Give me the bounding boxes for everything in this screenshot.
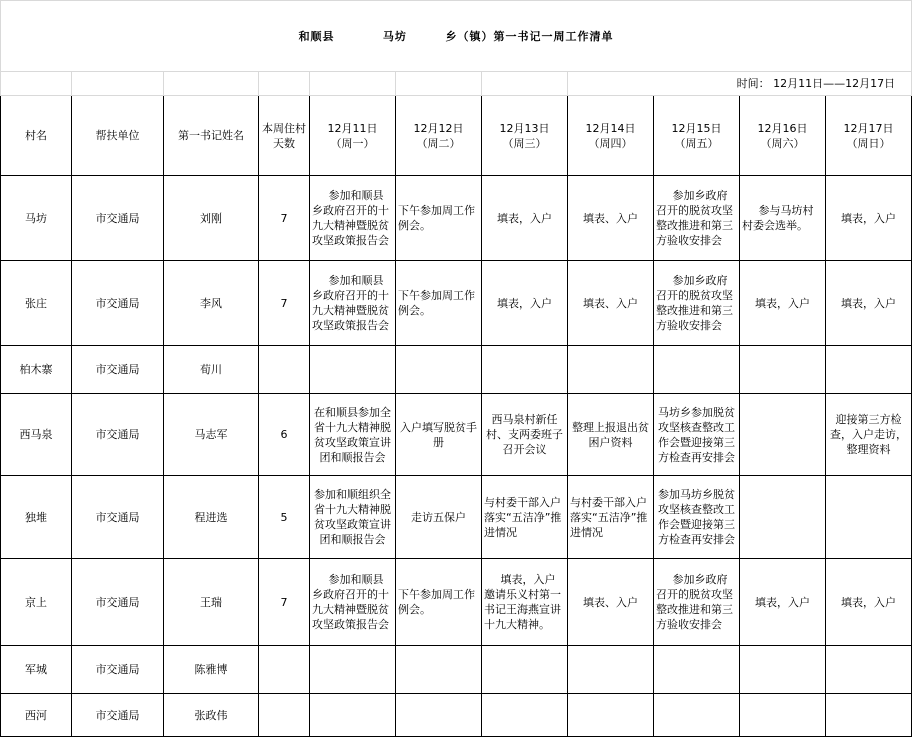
day-5-cell: 参加马坊乡脱贫攻坚核查整改工作会暨迎接第三方检查再安排会 xyxy=(654,476,740,559)
header-day-5-date: 12月15日 xyxy=(671,121,722,135)
village-cell: 独堆 xyxy=(1,476,72,559)
day-2-cell xyxy=(396,646,482,694)
header-day-4-week: （周四） xyxy=(588,136,633,150)
day-1-cell xyxy=(310,694,396,737)
day-1-cell: 参加和顺县乡政府召开的十九大精神暨脱贫攻坚政策报告会 xyxy=(310,176,396,261)
day-6-cell xyxy=(740,646,826,694)
unit-cell: 市交通局 xyxy=(72,394,164,476)
header-row xyxy=(1,96,912,176)
unit-cell: 市交通局 xyxy=(72,346,164,394)
day-5-cell: 参加乡政府召开的脱贫攻坚整改推进和第三方验收安排会 xyxy=(654,559,740,646)
day-5-cell: 马坊乡参加脱贫攻坚核查整改工作会暨迎接第三方检查再安排会 xyxy=(654,394,740,476)
header-day-3-week: （周三） xyxy=(502,136,547,150)
days-cell: 7 xyxy=(259,176,310,261)
day-5-cell xyxy=(654,694,740,737)
day-3-cell xyxy=(482,694,568,737)
secretary-cell: 刘刚 xyxy=(164,176,259,261)
village-cell: 京上 xyxy=(1,559,72,646)
days-cell xyxy=(259,346,310,394)
header-secretary: 第一书记姓名 xyxy=(164,96,259,176)
secretary-cell: 马志军 xyxy=(164,394,259,476)
day-6-cell xyxy=(740,394,826,476)
days-cell xyxy=(259,694,310,737)
day-3-cell: 与村委干部入户落实“五洁净”推进情况 xyxy=(482,476,568,559)
day-5-cell: 参加乡政府召开的脱贫攻坚整改推进和第三方验收安排会 xyxy=(654,176,740,261)
day-6-cell xyxy=(740,346,826,394)
header-day-2-week: （周二） xyxy=(416,136,461,150)
day-2-cell: 入户填写脱贫手册 xyxy=(396,394,482,476)
secretary-cell: 李风 xyxy=(164,261,259,346)
day-4-cell xyxy=(568,346,654,394)
unit-cell: 市交通局 xyxy=(72,694,164,737)
table-row xyxy=(1,646,912,694)
day-1-cell xyxy=(310,646,396,694)
unit-cell: 市交通局 xyxy=(72,559,164,646)
day-5-cell: 参加乡政府召开的脱贫攻坚整改推进和第三方验收安排会 xyxy=(654,261,740,346)
unit-cell: 市交通局 xyxy=(72,176,164,261)
day-1-cell: 在和顺县参加全省十九大精神脱贫攻坚政策宣讲团和顺报告会 xyxy=(310,394,396,476)
day-1-cell xyxy=(310,346,396,394)
day-3-cell: 填表，入户 xyxy=(482,176,568,261)
day-7-cell xyxy=(826,346,912,394)
village-cell: 西河 xyxy=(1,694,72,737)
day-4-cell: 填表、入户 xyxy=(568,261,654,346)
unit-cell: 市交通局 xyxy=(72,476,164,559)
day-3-cell xyxy=(482,646,568,694)
header-days: 本周住村天数 xyxy=(259,96,310,176)
header-unit: 帮扶单位 xyxy=(72,96,164,176)
day-2-cell xyxy=(396,346,482,394)
days-cell: 5 xyxy=(259,476,310,559)
day-7-cell xyxy=(826,476,912,559)
day-1-cell: 参加和顺县乡政府召开的十九大精神暨脱贫攻坚政策报告会 xyxy=(310,559,396,646)
day-7-cell: 填表，入户 xyxy=(826,261,912,346)
day-3-cell xyxy=(482,346,568,394)
day-7-cell: 填表，入户 xyxy=(826,559,912,646)
day-6-cell xyxy=(740,694,826,737)
table-row xyxy=(1,346,912,394)
period-row xyxy=(1,72,912,96)
day-7-cell xyxy=(826,694,912,737)
header-day-7-date: 12月17日 xyxy=(843,121,894,135)
header-day-7 xyxy=(826,96,912,176)
days-cell xyxy=(259,646,310,694)
header-day-1-date: 12月11日 xyxy=(327,121,378,135)
header-day-3 xyxy=(482,96,568,176)
days-cell: 7 xyxy=(259,559,310,646)
secretary-cell: 陈雅博 xyxy=(164,646,259,694)
header-day-2 xyxy=(396,96,482,176)
header-day-4 xyxy=(568,96,654,176)
header-day-6 xyxy=(740,96,826,176)
header-day-7-week: （周日） xyxy=(846,136,891,150)
day-4-cell: 填表、入户 xyxy=(568,559,654,646)
day-4-cell: 整理上报退出贫困户资料 xyxy=(568,394,654,476)
table-row xyxy=(1,176,912,261)
day-2-cell: 下午参加周工作例会。 xyxy=(396,261,482,346)
day-3-cell: 填表，入户邀请乐义村第一书记王海燕宣讲十九大精神。 xyxy=(482,559,568,646)
day-1-cell: 参加和顺县乡政府召开的十九大精神暨脱贫攻坚政策报告会 xyxy=(310,261,396,346)
day-7-cell: 填表，入户 xyxy=(826,176,912,261)
secretary-cell: 荀川 xyxy=(164,346,259,394)
day-5-cell xyxy=(654,646,740,694)
day-4-cell: 填表、入户 xyxy=(568,176,654,261)
village-cell: 马坊 xyxy=(1,176,72,261)
secretary-cell: 张政伟 xyxy=(164,694,259,737)
header-day-3-date: 12月13日 xyxy=(499,121,550,135)
table-row xyxy=(1,261,912,346)
header-day-6-week: （周六） xyxy=(760,136,805,150)
table-row xyxy=(1,559,912,646)
sheet-title: 和顺县 马坊 乡（镇）第一书记一周工作清单 xyxy=(1,1,912,72)
day-4-cell xyxy=(568,646,654,694)
header-day-5 xyxy=(654,96,740,176)
day-5-cell xyxy=(654,346,740,394)
period-label: 时间： 12月11日——12月17日 xyxy=(568,72,912,96)
day-6-cell: 参与马坊村村委会选举。 xyxy=(740,176,826,261)
day-2-cell: 下午参加周工作例会。 xyxy=(396,176,482,261)
unit-cell: 市交通局 xyxy=(72,261,164,346)
unit-cell: 市交通局 xyxy=(72,646,164,694)
table-row xyxy=(1,394,912,476)
day-7-cell: 迎接第三方检查，入户走访，整理资料 xyxy=(826,394,912,476)
header-day-1 xyxy=(310,96,396,176)
header-day-4-date: 12月14日 xyxy=(585,121,636,135)
village-cell: 张庄 xyxy=(1,261,72,346)
header-day-1-week: （周一） xyxy=(330,136,375,150)
day-4-cell xyxy=(568,694,654,737)
day-4-cell: 与村委干部入户落实“五洁净”推进情况 xyxy=(568,476,654,559)
day-2-cell: 下午参加周工作例会。 xyxy=(396,559,482,646)
secretary-cell: 程进选 xyxy=(164,476,259,559)
day-7-cell xyxy=(826,646,912,694)
table-row xyxy=(1,476,912,559)
day-2-cell: 走访五保户 xyxy=(396,476,482,559)
village-cell: 西马泉 xyxy=(1,394,72,476)
village-cell: 柏木寨 xyxy=(1,346,72,394)
day-6-cell: 填表，入户 xyxy=(740,261,826,346)
day-2-cell xyxy=(396,694,482,737)
header-day-6-date: 12月16日 xyxy=(757,121,808,135)
days-cell: 7 xyxy=(259,261,310,346)
day-6-cell: 填表，入户 xyxy=(740,559,826,646)
title-row xyxy=(1,1,912,72)
day-1-cell: 参加和顺组织全省十九大精神脱贫攻坚政策宣讲团和顺报告会 xyxy=(310,476,396,559)
day-3-cell: 填表，入户 xyxy=(482,261,568,346)
village-cell: 军城 xyxy=(1,646,72,694)
days-cell: 6 xyxy=(259,394,310,476)
header-day-2-date: 12月12日 xyxy=(413,121,464,135)
header-day-5-week: （周五） xyxy=(674,136,719,150)
secretary-cell: 王瑞 xyxy=(164,559,259,646)
header-village: 村名 xyxy=(1,96,72,176)
day-3-cell: 西马泉村新任村、支两委班子召开会议 xyxy=(482,394,568,476)
day-6-cell xyxy=(740,476,826,559)
table-row xyxy=(1,694,912,737)
